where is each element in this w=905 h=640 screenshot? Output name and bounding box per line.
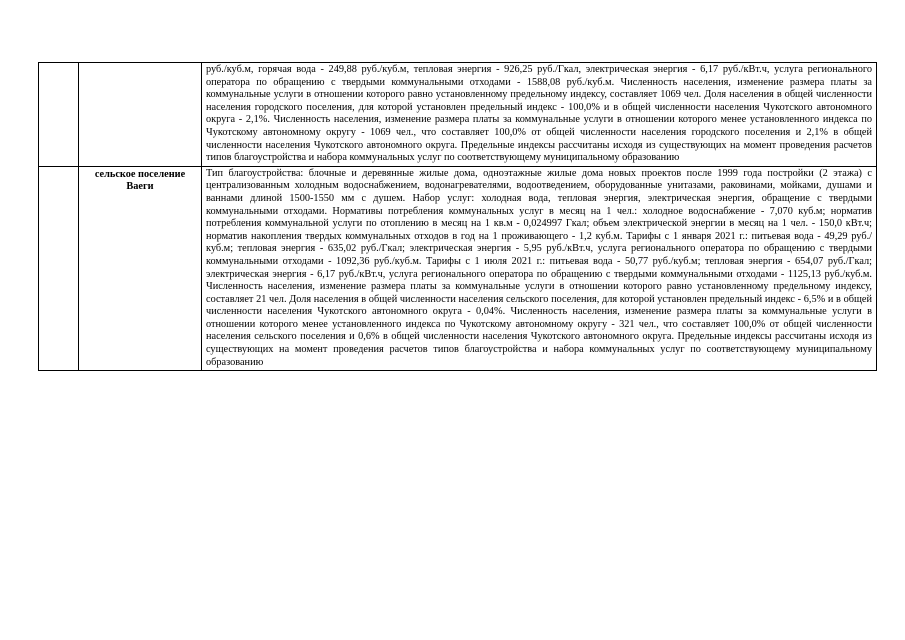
row-number-cell bbox=[39, 166, 79, 371]
settlement-name-cell: сельское поселение Ваеги bbox=[79, 166, 202, 371]
table-row-vaegi bbox=[39, 166, 877, 371]
row-number-cell bbox=[39, 63, 79, 167]
settlement-name-cell bbox=[79, 63, 202, 167]
description-cell: Тип благоустройства: блочные и деревянные жилые дома, одноэтажные жилые дома новых проектов после 1999 года постройки (2 этажа) с централизованным холодным водоснабжением, водонагревателями, водоотведением, оборудованные унитазами, раковинами, мойками, душами и ваннами длиной 1500-1550 мм с душем. Набор услуг: холодная вода, тепловая энергия, электрическая энергия, обращение с твердыми коммунальными отходами. Нормативы потребления коммунальных услуг в месяц на 1 чел.: холодное водоснабжение - 7,070 куб.м; норматив потребления коммунальной услуги по отоплению в месяц на 1 кв.м - 0,024997 Гкал; объем электрической энергии в месяц на 1 чел. - 150,0 кВт.ч; норматив накопления твердых коммунальных отходов в год на 1 проживающего - 1,2 куб.м. Тарифы с 1 января 2021 г.: питьевая вода - 49,29 руб./куб.м; тепловая энергия - 635,02 руб./Гкал; электрическая энергия - 5,95 руб./кВт.ч, услуга регионального оператора по обращению с твердыми коммунальными отходами - 1092,36 руб./куб.м. Тарифы с 1 июля 2021 г.: питьевая вода - 50,77 руб./куб.м; тепловая энергия - 654,07 руб./Гкал; электрическая энергия - 6,17 руб./кВт.ч, услуга регионального оператора по обращению с твердыми коммунальными отходами - 1125,13 руб./куб.м. Численность населения, изменение размера платы за коммунальные услуги в отношении которого равно установленному предельному индексу, составляет 21 чел. Доля населения в общей численности населения сельского поселения, для которой установлен предельный индекс - 6,5% и в общей численности населения Чукотского автономного округа - 0,04%. Численность населения, изменение размера платы за коммунальные услуги в отношении которого менее установленного индекса по Чукотскому автономному округу - 321 чел., что составляет 100,0% от общей численности населения сельского поселения и 0,6% в общей численности населения Чукотского автономного округа. Предельные индексы рассчитаны исходя из существующих на момент проведения расчетов типов благоустройства и набора коммунальных услуг по соответствующему муниципальному образованию bbox=[202, 166, 877, 371]
tariff-table bbox=[38, 62, 877, 371]
description-cell: руб./куб.м, горячая вода - 249,88 руб./куб.м, тепловая энергия - 926,25 руб./Гкал, электрическая энергия - 6,17 руб./кВт.ч, услуга регионального оператора по обращению с твердыми коммунальными отходами - 1588,08 руб./куб.м. Численность населения, изменение размера платы за коммунальные услуги в отношении которого равно установленному предельному индексу, составляет 1069 чел. Доля населения в общей численности населения городского поселения, для которой установлен предельный индекс - 100,0% и в общей численности населения Чукотского автономного округа - 2,1%. Численность населения, изменение размера платы за коммунальные услуги в отношении которого менее установленного индекса по Чукотскому автономному округу - 1069 чел., что составляет 100,0% от общей численности населения городского поселения и 2,1% в общей численности населения Чукотского автономного округа. Предельные индексы рассчитаны исходя из существующих на момент проведения расчетов типов благоустройства и набора коммунальных услуг по соответствующему муниципальному образованию bbox=[202, 63, 877, 167]
table-row-continuation bbox=[39, 63, 877, 167]
